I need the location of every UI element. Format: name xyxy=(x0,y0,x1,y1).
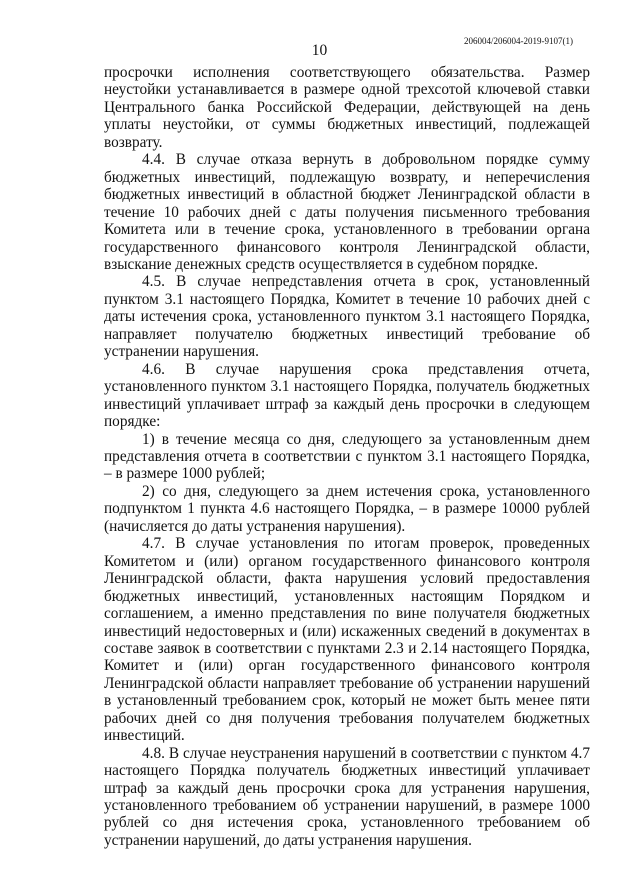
paragraph-4-5: 4.5. В случае непредставления отчета в срок, установленный пунктом 3.1 настоящего Порядка, Комитет в течение 10 рабочих дней с даты истечения срока, установленного пунктом 3.1 настоящего Порядка, направляет получателю бюджетных инвестиций требование об устранении нарушения. xyxy=(104,273,590,361)
paragraph-4-4: 4.4. В случае отказа вернуть в добровольном порядке сумму бюджетных инвестиций, подлежащую возврату, и неперечисления бюджетных инвестиций в областной бюджет Ленинградской области в течение 10 рабочих дней с даты получения письменного требования Комитета или в течение срока, установленного в требовании органа государственного финансового контроля Ленинградской области, взыскание денежных средств осуществляется в судебном порядке. xyxy=(104,151,590,273)
paragraph-4-6-item-2: 2) со дня, следующего за днем истечения срока, установленного подпунктом 1 пункта 4.6 настоящего Порядка, – в размере 10000 рублей (начисляется до даты устранения нарушения). xyxy=(104,482,590,535)
paragraph-4-6: 4.6. В случае нарушения срока представления отчета, установленного пунктом 3.1 настоящего Порядка, получатель бюджетных инвестиций уплачивает штраф за каждый день просрочки в следующем порядке: xyxy=(104,360,590,431)
paragraph-continuation: просрочки исполнения соответствующего обязательства. Размер неустойки устанавливается в размере одной трехсотой ключевой ставки Центрального банка Российской Федерации, действующей на день уплаты неустойки, от суммы бюджетных инвестиций, подлежащей возврату. xyxy=(104,64,590,151)
document-id: 206004/206004-2019-9107(1) xyxy=(464,36,573,46)
paragraph-4-6-item-1: 1) в течение месяца со дня, следующего за установленным днем представления отчета в соответствии с пунктом 3.1 настоящего Порядка, – в размере 1000 рублей; xyxy=(104,430,590,483)
page-number: 10 xyxy=(311,42,328,59)
paragraph-4-7: 4.7. В случае установления по итогам проверок, проведенных Комитетом и (или) органом государственного финансового контроля Ленинградской области, факта нарушения условий предоставления бюджетных инвестиций, установленных настоящим Порядком и соглашением, а именно представления по вине получателя бюджетных инвестиций недостоверных и (или) искаженных сведений в документах в составе заявок в соответствии с пунктами 2.3 и 2.14 настоящего Порядка, Комитет и (или) орган государственного финансового контроля Ленинградской области направляет требование об устранении нарушений в установленный требованием срок, который не может быть менее пяти рабочих дней со дня получения требования получателем бюджетных инвестиций. xyxy=(104,535,590,745)
paragraph-4-8: 4.8. В случае неустранения нарушений в соответствии с пунктом 4.7 настоящего Порядка получатель бюджетных инвестиций уплачивает штраф за каждый день просрочки срока для устранения нарушения, установленного требованием об устранении нарушений, в размере 1000 рублей со дня истечения срока, установленного требованием об устранении нарушений, до даты устранения нарушения. xyxy=(104,744,590,849)
document-body xyxy=(104,64,590,849)
